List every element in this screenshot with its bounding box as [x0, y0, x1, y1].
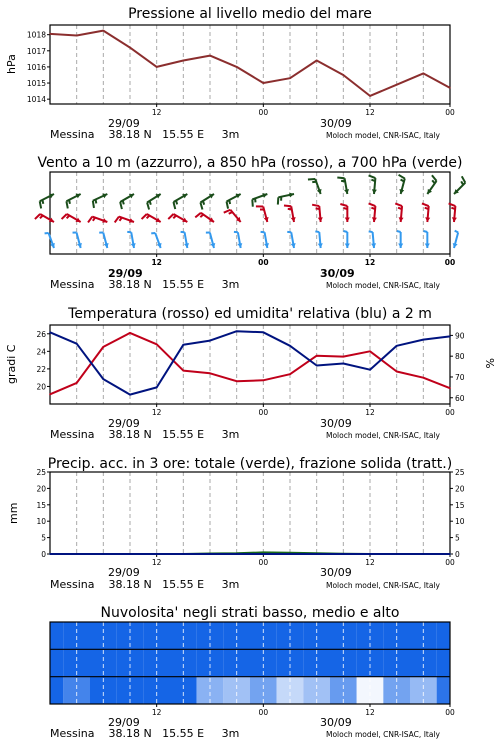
pressure-series-0-point	[209, 55, 211, 57]
temperature-series-1-point	[343, 363, 345, 365]
pressure-series-0-point	[343, 74, 345, 76]
model-credit: Moloch model, CNR-ISAC, Italy	[326, 730, 440, 739]
humidity-y-tick-label: 60	[455, 393, 465, 403]
barb-head	[318, 217, 323, 222]
x-tick-label: 12	[151, 408, 162, 417]
barb-feather-half	[398, 208, 402, 209]
barb-head	[372, 217, 377, 222]
barb-feather	[120, 202, 122, 209]
wind-barb	[147, 194, 161, 209]
wind-barb	[343, 231, 349, 248]
temperature-chart	[0, 300, 500, 425]
date-label-1: 29/09	[108, 566, 140, 579]
barb-feather-half	[229, 200, 230, 204]
temperature-series-1-point	[103, 378, 105, 380]
station-info: Messina 38.18 N 15.55 E 3m	[50, 128, 240, 141]
x-tick-label: 00	[445, 108, 455, 117]
x-tick-label: 12	[151, 108, 162, 117]
temperature-series-0-point	[49, 394, 51, 396]
pressure-y-tick-label: 1016	[26, 62, 46, 72]
wind-chart	[0, 150, 500, 275]
pressure-title: Pressione al livello medio del mare	[128, 6, 372, 22]
precip-y-right-tick-label: 25	[455, 468, 465, 477]
barb-feather	[340, 204, 347, 206]
temperature-series-0-point	[449, 387, 451, 389]
model-credit: Moloch model, CNR-ISAC, Italy	[326, 431, 440, 440]
barb-feather-half	[200, 215, 203, 218]
wind-barb	[287, 232, 295, 248]
x-tick-label: 00	[258, 558, 269, 567]
precip-series-1-point	[49, 553, 51, 555]
x-tick-label: 12	[365, 108, 375, 117]
pressure-y-tick-label: 1018	[26, 30, 46, 40]
precip-series-1-point	[209, 553, 211, 555]
barb-feather	[312, 205, 319, 206]
barb-feather-half	[40, 216, 43, 219]
date-label-1: 29/09	[108, 267, 143, 280]
wind-barb	[308, 179, 322, 194]
date-label-1: 29/09	[108, 417, 140, 430]
barb-feather	[227, 202, 229, 209]
cloud-cell	[50, 622, 63, 649]
barb-feather	[40, 201, 41, 208]
wind-barb	[62, 214, 81, 222]
model-credit: Moloch model, CNR-ISAC, Italy	[326, 281, 440, 290]
clouds-chart	[0, 600, 500, 725]
barb-feather	[399, 175, 405, 179]
cloud-cell	[50, 649, 63, 676]
precip-y-right-tick-label: 0	[455, 550, 460, 559]
temperature-series-1-point	[423, 339, 425, 341]
x-tick-label: 12	[151, 258, 162, 267]
date-label-2: 30/09	[320, 566, 352, 579]
wind-barb	[173, 194, 187, 209]
barb-feather-half	[69, 200, 70, 204]
x-tick-label: 12	[151, 558, 162, 567]
barb-head	[345, 218, 350, 223]
wind-barb	[93, 194, 108, 208]
pressure-series-0-point	[236, 66, 238, 68]
barb-feather-half	[451, 208, 455, 209]
wind-barb	[99, 233, 108, 248]
barb-feather-half	[150, 201, 151, 205]
barb-head	[345, 244, 350, 249]
wind-title: Vento a 10 m (azzurro), a 850 hPa (rosso), a 700 hPa (verde)	[37, 155, 463, 171]
precip-chart	[0, 450, 500, 575]
barb-feather	[88, 217, 92, 223]
temperature-series-1-point	[263, 331, 265, 333]
temperature-ylabel: gradi C	[5, 344, 18, 384]
humidity-y-tick-label: 90	[455, 331, 465, 341]
wind-barb	[40, 194, 54, 209]
wind-barb	[73, 233, 82, 248]
precip-y-tick-label: 10	[36, 517, 46, 527]
temperature-series-1-point	[316, 365, 318, 367]
wind-barb	[312, 205, 323, 222]
temperature-series-0-point	[396, 371, 398, 373]
barb-feather	[369, 175, 376, 178]
barb-feather	[284, 205, 291, 206]
barb-feather	[66, 201, 67, 208]
temperature-series-1-point	[449, 336, 451, 338]
temperature-title: Temperatura (rosso) ed umidita' relativa (blu) a 2 m	[68, 306, 432, 322]
barb-feather-half	[369, 231, 373, 232]
barb-feather-half	[316, 208, 320, 209]
model-credit: Moloch model, CNR-ISAC, Italy	[326, 131, 440, 140]
station-info: Messina 38.18 N 15.55 E 3m	[50, 428, 240, 441]
precip-series-1-point	[396, 553, 398, 555]
pressure-series-0-point	[183, 60, 185, 62]
temperature-series-0-point	[369, 351, 371, 353]
precip-y-tick-label: 5	[41, 533, 46, 543]
precip-y-tick-label: 20	[36, 484, 46, 494]
barb-head	[425, 244, 430, 249]
temperature-panel	[0, 300, 500, 445]
barb-feather	[62, 214, 67, 219]
precip-title: Precip. acc. in 3 ore: totale (verde), frazione solida (tratt.)	[47, 456, 453, 472]
pressure-y-tick-label: 1015	[26, 79, 46, 89]
wind-barb	[206, 233, 215, 248]
x-tick-label: 00	[444, 258, 456, 267]
temperature-series-1-point	[289, 345, 291, 347]
barb-feather	[422, 203, 429, 206]
temperature-series-0-point	[103, 346, 105, 348]
temperature-series-1-point	[156, 387, 158, 389]
barb-head	[318, 243, 323, 248]
x-tick-label: 12	[364, 258, 376, 267]
barb-feather-half	[203, 201, 204, 205]
pressure-y-tick-label: 1014	[26, 95, 46, 105]
pressure-series-0-point	[316, 60, 318, 62]
x-tick-label: 00	[258, 708, 269, 717]
temperature-series-0-point	[343, 356, 345, 358]
pressure-series-0-point	[449, 87, 451, 89]
precip-series-1-point	[316, 553, 318, 555]
wind-barb	[453, 231, 458, 248]
barb-head	[372, 189, 377, 194]
wind-barb	[454, 176, 465, 194]
cloud-cell	[437, 622, 450, 649]
barb-feather	[200, 202, 202, 209]
x-tick-label: 00	[445, 408, 455, 417]
barb-feather-half	[425, 208, 429, 209]
x-tick-label: 12	[365, 708, 375, 717]
barb-feather	[337, 177, 344, 178]
barb-feather-half	[455, 231, 458, 233]
temperature-series-0-point	[263, 380, 265, 382]
wind-barb	[234, 232, 242, 248]
precip-y-right-tick-label: 20	[455, 484, 465, 494]
barb-feather-half	[120, 218, 122, 221]
precip-series-1-point	[423, 553, 425, 555]
barb-feather-half	[432, 180, 435, 183]
wind-barb	[142, 214, 161, 222]
barb-feather-half	[343, 208, 347, 209]
wind-barb	[35, 214, 54, 222]
pressure-series-0-point	[263, 82, 265, 84]
precip-series-0-point	[263, 552, 265, 554]
wind-barb	[115, 217, 134, 223]
pressure-series-0-point	[423, 73, 425, 75]
x-tick-label: 00	[258, 408, 269, 417]
wind-barb	[278, 193, 294, 205]
barb-head	[425, 217, 430, 222]
temperature-series-0-point	[76, 382, 78, 384]
barb-feather-half	[123, 201, 124, 205]
wind-barb	[120, 194, 134, 209]
barb-head	[398, 244, 403, 249]
temperature-series-0-point	[183, 370, 185, 372]
wind-barb	[227, 194, 241, 209]
temperature-series-0-point	[129, 332, 131, 334]
cloud-cell	[437, 649, 450, 676]
x-tick-label: 00	[258, 258, 269, 267]
wind-barb	[127, 232, 135, 248]
temperature-series-0-point	[156, 344, 158, 346]
temperature-y-tick-label: 24	[36, 347, 46, 357]
pressure-series-0-point	[76, 35, 78, 37]
precip-panel	[0, 450, 500, 595]
barb-feather-half	[315, 231, 319, 232]
x-tick-label: 00	[445, 558, 455, 567]
pressure-series-0-point	[369, 95, 371, 97]
precip-y-tick-label: 25	[36, 468, 46, 477]
plot-frame	[50, 325, 450, 404]
wind-barb	[340, 204, 349, 222]
precip-series-1-point	[76, 553, 78, 555]
x-tick-label: 12	[365, 408, 375, 417]
temperature-y-tick-label: 22	[36, 364, 46, 374]
temperature-series-1-point	[236, 330, 238, 332]
barb-feather	[168, 214, 173, 219]
precip-series-1-point	[156, 553, 158, 555]
temperature-series-1-point	[129, 394, 131, 396]
barb-feather	[308, 179, 315, 180]
precip-ylabel: mm	[7, 502, 20, 524]
barb-feather-half	[147, 216, 150, 219]
pressure-series-0	[50, 31, 450, 96]
precip-series-1-point	[129, 553, 131, 555]
precip-series-1-point	[449, 553, 451, 555]
pressure-series-0-point	[103, 30, 105, 32]
precip-y-tick-label: 15	[36, 500, 46, 510]
precip-y-tick-label: 0	[41, 550, 46, 559]
wind-barb	[224, 210, 241, 222]
temperature-series-0-point	[236, 380, 238, 382]
barb-feather	[369, 203, 376, 206]
temperature-series-0	[50, 333, 450, 394]
barb-feather-half	[423, 231, 427, 232]
temperature-series-1-point	[396, 345, 398, 347]
wind-barb	[88, 217, 107, 223]
clouds-panel	[0, 600, 500, 750]
barb-feather-half	[343, 231, 347, 232]
wind-panel	[0, 150, 500, 295]
barb-feather-half	[371, 180, 375, 181]
date-label-2: 30/09	[320, 417, 352, 430]
precip-series-1-point	[183, 553, 185, 555]
wind-barb	[395, 203, 403, 222]
pressure-chart	[0, 0, 500, 125]
x-tick-label: 12	[365, 558, 375, 567]
barb-feather	[93, 201, 94, 208]
wind-barb	[423, 231, 429, 248]
temperature-series-1-point	[76, 343, 78, 345]
barb-feather-half	[93, 218, 95, 221]
barb-feather-half	[397, 231, 401, 232]
x-tick-label: 00	[258, 108, 269, 117]
pressure-series-0-point	[129, 47, 131, 49]
pressure-series-0-point	[289, 77, 291, 79]
barb-feather-half	[96, 199, 97, 203]
barb-head	[452, 217, 457, 222]
cloud-cell	[437, 677, 450, 704]
precip-y-right-tick-label: 15	[455, 500, 465, 510]
barb-feather	[142, 214, 147, 219]
wind-barb	[369, 203, 377, 222]
plot-frame	[50, 172, 450, 254]
date-label-2: 30/09	[320, 267, 355, 280]
clouds-title: Nuvolosita' negli strati basso, medio e alto	[100, 605, 400, 621]
barb-head	[371, 243, 376, 248]
pressure-ylabel: hPa	[5, 54, 18, 74]
x-tick-label: 00	[445, 708, 455, 717]
pressure-series-0-point	[396, 84, 398, 86]
barb-feather-half	[173, 216, 176, 219]
humidity-y-tick-label: 70	[455, 372, 465, 382]
pressure-y-tick-label: 1017	[26, 46, 46, 56]
barb-feather-half	[371, 208, 375, 209]
wind-barb	[168, 214, 187, 222]
pressure-series-0-point	[156, 66, 158, 68]
temperature-y-tick-label: 20	[36, 382, 46, 392]
wind-barb	[399, 175, 405, 194]
pressure-panel	[0, 0, 500, 145]
barb-feather	[173, 202, 175, 209]
precip-series-1-point	[263, 553, 265, 555]
barb-feather	[252, 199, 253, 206]
barb-feather	[147, 202, 149, 209]
date-label-1: 29/09	[108, 716, 140, 729]
wind-barb	[397, 231, 403, 248]
barb-feather	[224, 210, 231, 213]
temperature-series-1	[50, 331, 450, 394]
barb-feather-half	[229, 212, 233, 214]
precip-y-right-tick-label: 10	[455, 517, 465, 527]
barb-feather-half	[42, 200, 43, 204]
humidity-y-tick-label: 80	[455, 352, 465, 362]
humidity-ylabel: %	[483, 358, 496, 369]
station-info: Messina 38.18 N 15.55 E 3m	[50, 578, 240, 591]
wind-barb	[261, 232, 269, 248]
station-info: Messina 38.18 N 15.55 E 3m	[50, 727, 240, 740]
date-label-1: 29/09	[108, 117, 140, 130]
wind-barb	[427, 175, 436, 194]
model-credit: Moloch model, CNR-ISAC, Italy	[326, 581, 440, 590]
barb-feather	[395, 203, 402, 206]
temperature-series-0-point	[289, 373, 291, 375]
wind-barb	[195, 213, 214, 222]
precip-series-1-point	[289, 553, 291, 555]
wind-barb	[256, 206, 269, 222]
barb-feather	[115, 217, 119, 223]
barb-head	[399, 217, 404, 222]
temperature-series-1-point	[183, 344, 185, 346]
wind-barb	[422, 203, 430, 222]
x-tick-label: 12	[151, 708, 162, 717]
temperature-series-0-point	[316, 355, 318, 357]
wind-barb	[252, 193, 267, 207]
temperature-series-1-point	[209, 340, 211, 342]
plot-frame	[50, 472, 450, 554]
station-info: Messina 38.18 N 15.55 E 3m	[50, 278, 240, 291]
barb-feather-half	[461, 181, 463, 184]
wind-barb	[369, 175, 377, 194]
pressure-series-0-point	[49, 33, 51, 35]
precip-series-1-point	[103, 553, 105, 555]
wind-barb	[200, 194, 214, 209]
barb-feather-half	[67, 216, 70, 219]
temperature-series-1-point	[49, 331, 51, 333]
date-label-2: 30/09	[320, 117, 352, 130]
temperature-series-1-point	[369, 369, 371, 371]
temperature-y-tick-label: 26	[36, 329, 46, 339]
barb-feather	[35, 214, 40, 219]
precip-series-1-point	[236, 553, 238, 555]
plot-frame	[50, 25, 450, 104]
wind-barb	[181, 232, 189, 248]
wind-barb	[66, 194, 80, 209]
precip-y-right-tick-label: 5	[455, 533, 460, 543]
barb-feather-half	[176, 201, 177, 205]
barb-feather	[278, 197, 279, 204]
temperature-series-0-point	[209, 372, 211, 374]
precip-series-1-point	[343, 553, 345, 555]
precip-series-1-point	[369, 553, 371, 555]
date-label-2: 30/09	[320, 716, 352, 729]
temperature-series-0-point	[423, 377, 425, 379]
cloud-cell	[50, 677, 63, 704]
